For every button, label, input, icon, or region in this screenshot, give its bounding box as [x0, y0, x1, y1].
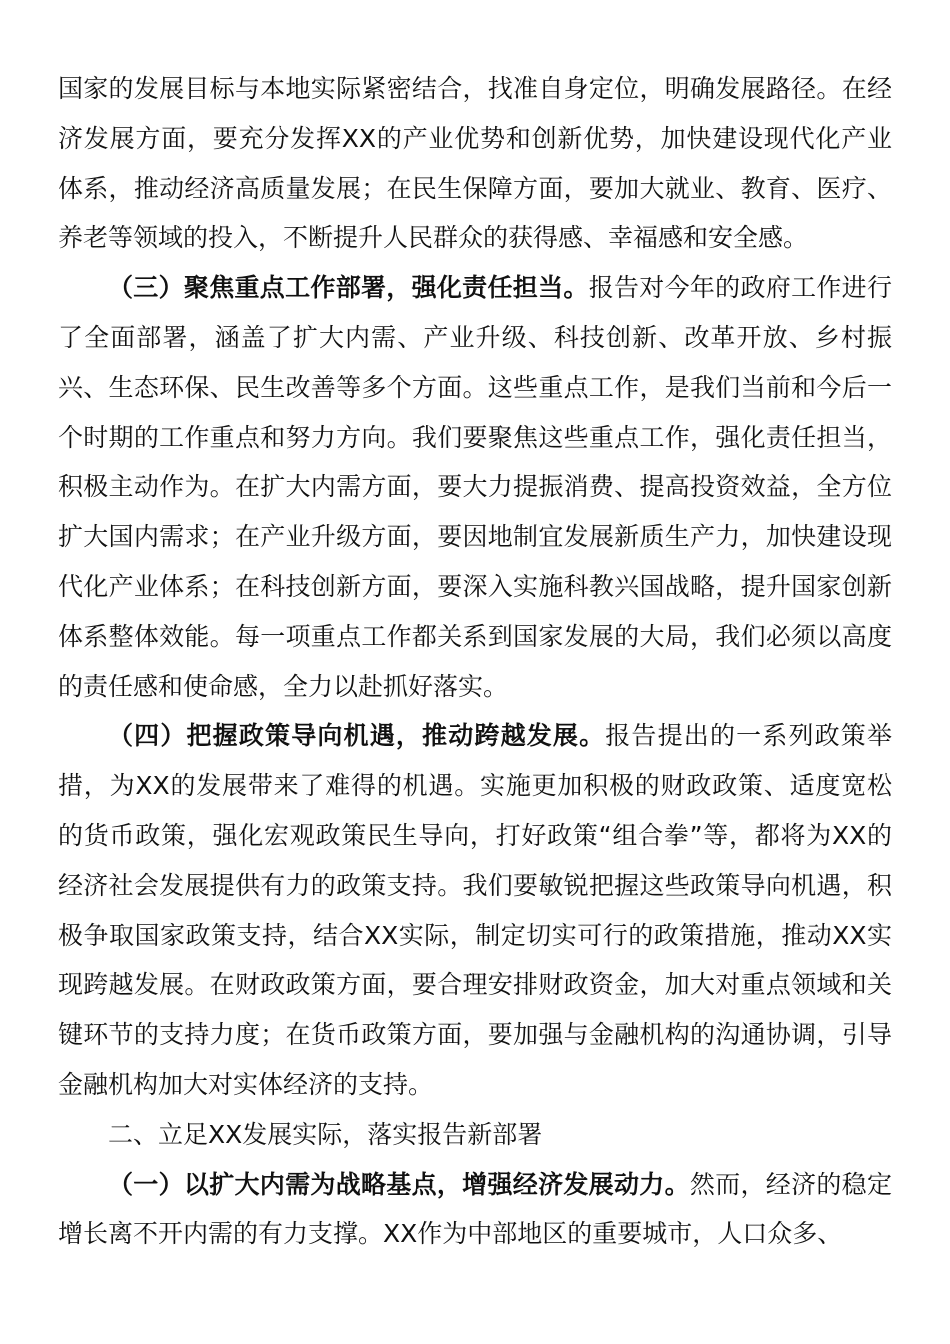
paragraph-text: 然而，经济的稳定增长离不开内需的有力支撑。XX作为中部地区的重要城市，人口众多、: [58, 1169, 892, 1249]
section-heading-3: （三）聚焦重点工作部署，强化责任担当。: [108, 273, 589, 303]
paragraph-section-2-1: [58, 1160, 892, 1260]
chapter-heading-2: [58, 1110, 892, 1160]
section-heading-4: （四）把握政策导向机遇，推动跨越发展。: [108, 721, 606, 751]
paragraph-text: 国家的发展目标与本地实际紧密结合，找准自身定位，明确发展路径。在经济发展方面，要充分发挥XX的产业优势和创新优势，加快建设现代化产业体系，推动经济高质量发展；在民生保障方面，要加大就业、教育、医疗、养老等领域的投入，不断提升人民群众的获得感、幸福感和安全感。: [58, 74, 892, 253]
paragraph-continuation: [58, 64, 892, 263]
paragraph-section-4: [58, 711, 892, 1109]
chapter-heading-text: 二、立足XX发展实际，落实报告新部署: [108, 1119, 543, 1149]
paragraph-text: 报告对今年的政府工作进行了全面部署，涵盖了扩大内需、产业升级、科技创新、改革开放、乡村振兴、生态环保、民生改善等多个方面。这些重点工作，是我们当前和今后一个时期的工作重点和努力方向。我们要聚焦这些重点工作，强化责任担当，积极主动作为。在扩大内需方面，要大力提振消费、提高投资效益，全方位扩大国内需求；在产业升级方面，要因地制宜发展新质生产力，加快建设现代化产业体系；在科技创新方面，要深入实施科教兴国战略，提升国家创新体系整体效能。每一项重点工作都关系到国家发展的大局，我们必须以高度的责任感和使命感，全力以赴抓好落实。: [58, 273, 892, 701]
document-body: [58, 64, 892, 1259]
section-heading-2-1: （一）以扩大内需为战略基点，增强经济发展动力。: [108, 1169, 690, 1199]
paragraph-text: 报告提出的一系列政策举措，为XX的发展带来了难得的机遇。实施更加积极的财政政策、适度宽松的货币政策，强化宏观政策民生导向，打好政策“组合拳”等，都将为XX的经济社会发展提供有力的政策支持。我们要敏锐把握这些政策导向机遇，积极争取国家政策支持，结合XX实际，制定切实可行的政策措施，推动XX实现跨越发展。在财政政策方面，要合理安排财政资金，加大对重点领域和关键环节的支持力度；在货币政策方面，要加强与金融机构的沟通协调，引导金融机构加大对实体经济的支持。: [58, 721, 892, 1099]
paragraph-section-3: [58, 263, 892, 711]
